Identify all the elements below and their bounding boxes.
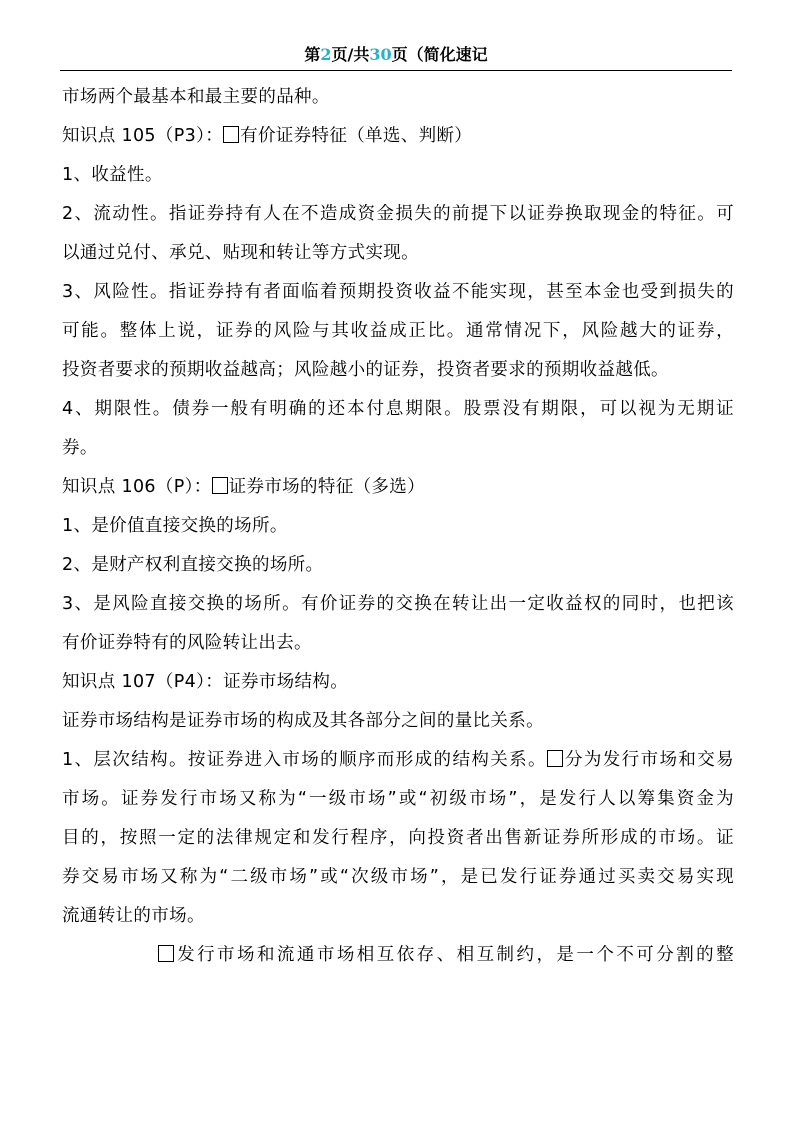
line-text-continued: 分为发行市场和交易 bbox=[563, 750, 734, 770]
text-line bbox=[62, 429, 734, 468]
text-line bbox=[62, 780, 734, 819]
line-text: 投资者要求的预期收益越高；风险越小的证券，投资者要求的预期收益越低。 bbox=[62, 360, 669, 380]
line-text: 流通转让的市场。 bbox=[62, 906, 205, 926]
text-line bbox=[62, 234, 734, 273]
checkbox-square-icon bbox=[547, 750, 563, 767]
text-line bbox=[62, 663, 734, 702]
text-line bbox=[62, 702, 734, 741]
line-text: 3、风险性。指证券持有者面临着预期投资收益不能实现，甚至本金也受到损失的 bbox=[62, 282, 734, 302]
text-line bbox=[62, 624, 734, 663]
text-line bbox=[62, 468, 734, 507]
text-line bbox=[62, 117, 734, 156]
text-line bbox=[62, 546, 734, 585]
text-line bbox=[62, 507, 734, 546]
text-line bbox=[62, 585, 734, 624]
line-text-continued: 证券市场的特征（多选） bbox=[228, 477, 425, 497]
line-text: 1、是价值直接交换的场所。 bbox=[62, 516, 288, 536]
text-line bbox=[62, 897, 734, 936]
text-line bbox=[62, 312, 734, 351]
header-prefix: 第 bbox=[304, 45, 321, 64]
line-text: 证券市场结构是证券市场的构成及其各部分之间的量比关系。 bbox=[62, 711, 544, 731]
page-header bbox=[60, 40, 732, 71]
line-text: 可能。整体上说，证券的风险与其收益成正比。通常情况下，风险越大的证券， bbox=[62, 321, 734, 341]
header-suffix: 页（简化速记 bbox=[391, 45, 488, 64]
line-text: 有价证券特有的风险转让出去。 bbox=[62, 633, 312, 653]
line-text-continued: 有价证券特征（单选、判断） bbox=[240, 126, 473, 146]
line-text: 知识点 105（P3）： bbox=[62, 126, 224, 146]
document-body bbox=[62, 78, 734, 975]
text-line bbox=[62, 741, 734, 780]
text-line bbox=[62, 195, 734, 234]
line-text: 以通过兑付、承兑、贴现和转让等方式实现。 bbox=[62, 243, 419, 263]
line-text: 目的，按照一定的法律规定和发行程序，向投资者出售新证券所形成的市场。证 bbox=[62, 828, 734, 848]
text-line bbox=[62, 858, 734, 897]
line-text: 2、是财产权利直接交换的场所。 bbox=[62, 555, 324, 575]
checkbox-square-icon bbox=[158, 945, 174, 962]
line-text: 知识点 106（P）： bbox=[62, 477, 212, 497]
checkbox-square-icon bbox=[212, 477, 228, 494]
line-text: 券交易市场又称为“二级市场”或“次级市场”，是已发行证券通过买卖交易实现 bbox=[62, 867, 734, 887]
text-line bbox=[62, 351, 734, 390]
line-text-continued: 发行市场和流通市场相互依存、相互制约，是一个不可分割的整 bbox=[175, 945, 734, 965]
text-line bbox=[62, 390, 734, 429]
header-page-number: 2 bbox=[320, 45, 332, 64]
line-text: 1、收益性。 bbox=[62, 165, 163, 185]
checkbox-square-icon bbox=[223, 126, 239, 143]
header-total-pages: 30 bbox=[369, 45, 392, 64]
text-line bbox=[62, 156, 734, 195]
text-line bbox=[62, 819, 734, 858]
header-middle: 页/共 bbox=[331, 45, 370, 64]
line-text: 3、是风险直接交换的场所。有价证券的交换在转让出一定收益权的同时，也把该 bbox=[62, 594, 734, 614]
line-text: 1、层次结构。按证券进入市场的顺序而形成的结构关系。 bbox=[62, 750, 547, 770]
line-text: 市场两个最基本和最主要的品种。 bbox=[62, 87, 330, 107]
line-text: 市场。证券发行市场又称为“一级市场”或“初级市场”，是发行人以筹集资金为 bbox=[62, 789, 734, 809]
text-line bbox=[62, 78, 734, 117]
line-text: 2、流动性。指证券持有人在不造成资金损失的前提下以证券换取现金的特征。可 bbox=[62, 204, 734, 224]
line-text: 4、期限性。债券一般有明确的还本付息期限。股票没有期限，可以视为无期证 bbox=[62, 399, 734, 419]
text-line bbox=[62, 936, 734, 975]
line-text: 知识点 107（P4）：证券市场结构。 bbox=[62, 672, 349, 692]
line-text: 券。 bbox=[62, 438, 98, 458]
text-line bbox=[62, 273, 734, 312]
